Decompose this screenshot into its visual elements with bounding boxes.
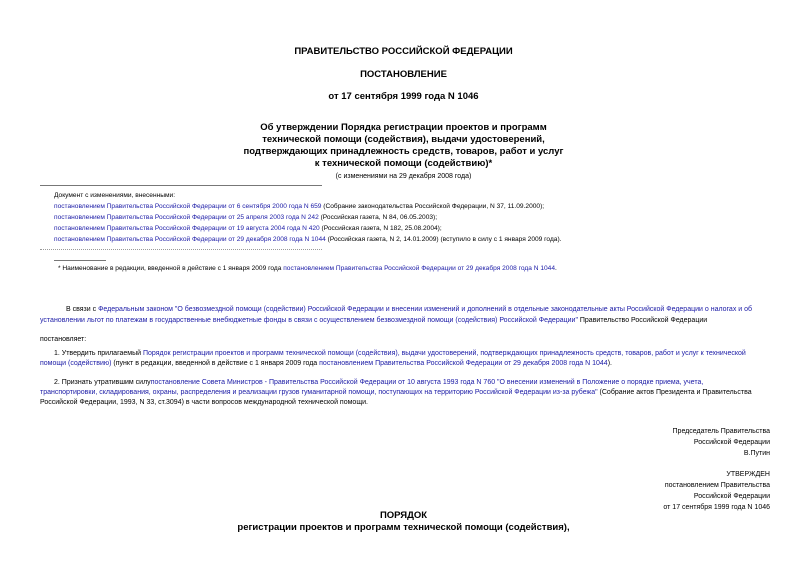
order-link[interactable]: Порядок регистрации проектов и программ технической помощи (содействия), выдачи удостоверений, подтверждающих принадлежность средств, товаров, работ и услуг к технической <box>142 350 746 357</box>
federal-law-link[interactable]: установлении льгот по платежам в государственные внебюджетные фонды в связи с осуществлением безвозмездной помощи (содействия) Российской Федерации" <box>40 317 578 324</box>
changes-intro: Документ с изменениями, внесенными: <box>54 192 176 199</box>
signature-country: Российской Федерации <box>693 439 770 446</box>
repealed-resolution-link[interactable]: постановление Совета Министров - Правительства Российской Федерации от 10 августа 1993 года N 760 "О внесении изменений в Положение о порядке приема, учета, <box>150 379 704 386</box>
change-item: постановлением Правительства Российской Федерации от 25 апреля 2003 года N 242 (Российская газета, N 84, 06.05.2003); <box>54 214 438 221</box>
document-date: от 17 сентября 1999 года N 1046 <box>328 91 479 102</box>
government-heading: ПРАВИТЕЛЬСТВО РОССИЙСКОЙ ФЕДЕРАЦИИ <box>294 46 513 57</box>
document-type: ПОСТАНОВЛЕНИЕ <box>360 69 447 80</box>
repealed-resolution-link[interactable]: транспортировки, складирования, охраны, распределения и реализации грузов гуманитарной помощи, поступающих на территорию Российской Федерации из-за рубежа" <box>40 389 598 396</box>
order-title: ПОРЯДОК <box>379 510 428 521</box>
signature-name: В.Путин <box>743 450 770 457</box>
change-item: постановлением Правительства Российской Федерации от 29 декабря 2008 года N 1044 (Российская газета, N 2, 14.01.2009) (вступило в силу с 1 января 2009 года). <box>54 236 562 243</box>
order-subtitle: регистрации проектов и программ технической помощи (содействия), <box>237 522 570 533</box>
amendment-link[interactable]: постановлением Правительства Российской Федерации от 29 декабря 2008 года N 1044 <box>319 360 608 367</box>
title-line-3: подтверждающих принадлежность средств, товаров, работ и услуг <box>243 146 564 157</box>
change-link[interactable]: постановлением Правительства Российской Федерации от 6 сентября 2000 года N 659 <box>54 203 322 210</box>
divider <box>40 185 322 186</box>
federal-law-link[interactable]: Федеральным законом "О безвозмездной помощи (содействии) Российской Федерации и внесении изменений и дополнений в отдельные законодательные акты Российской Федерации о налогах и об <box>98 306 753 313</box>
footnote-rule <box>54 260 106 261</box>
change-link[interactable]: постановлением Правительства Российской Федерации от 19 августа 2004 года N 420 <box>54 225 320 232</box>
change-item: постановлением Правительства Российской Федерации от 19 августа 2004 года N 420 (Российская газета, N 182, 25.08.2004); <box>54 225 442 232</box>
change-link[interactable]: постановлением Правительства Российской Федерации от 29 декабря 2008 года N 1044 <box>54 236 326 243</box>
item-2-line-1: 2. Признать утратившим силупостановление Совета Министров - Правительства Российской Федерации от 10 августа 1993 года N 760 "О внесении изменений в Положение о порядке приема, учета, <box>54 379 704 386</box>
title-line-2: технической помощи (содействия), выдачи удостоверений, <box>262 134 545 145</box>
approved-line-4: от 17 сентября 1999 года N 1046 <box>663 504 770 511</box>
amendment-note: (с изменениями на 29 декабря 2008 года) <box>335 173 472 180</box>
preamble-line-2: установлении льгот по платежам в государственные внебюджетные фонды в связи с осуществлением безвозмездной помощи (содействия) Российской Федерации" Правительство Российской Федерации <box>40 317 708 324</box>
item-1-line-1: 1. Утвердить прилагаемый Порядок регистрации проектов и программ технической помощи (содействия), выдачи удостоверений, подтверждающих принадлежность средств, товаров, работ и услуг к технической <box>54 350 746 357</box>
resolves: постановляет: <box>40 336 87 343</box>
approved-line-2: постановлением Правительства <box>664 482 770 489</box>
title-line-1: Об утверждении Порядка регистрации проектов и программ <box>260 122 547 133</box>
change-item: постановлением Правительства Российской Федерации от 6 сентября 2000 года N 659 (Собрание законодательства Российской Федерации, N 37, 11.09.2000); <box>54 203 545 210</box>
approved-line-3: Российской Федерации <box>693 493 770 500</box>
preamble-line-1: В связи с Федеральным законом "О безвозмездной помощи (содействии) Российской Федерации и внесении изменений и дополнений в отдельные законодательные акты Российской Федерации о налогах и об <box>66 306 753 313</box>
item-2-line-2: транспортировки, складирования, охраны, распределения и реализации грузов гуманитарной помощи, поступающих на территорию Российской Федерации из-за рубежа" (Собрание актов Президента и Правительства <box>40 389 752 396</box>
signature-title: Председатель Правительства <box>672 428 770 435</box>
footnote: * Наименование в редакции, введенной в действие с 1 января 2009 года постановлением Правительства Российской Федерации от 29 декабря 2008 года N 1044. <box>58 265 557 272</box>
order-link[interactable]: помощи (содействию) <box>40 360 112 367</box>
item-1-line-2: помощи (содействию) (пункт в редакции, введенной в действие с 1 января 2009 года постановлением Правительства Российской Федерации от 29 декабря 2008 года N 1044). <box>40 360 612 367</box>
item-2-line-3: Российской Федерации, 1993, N 33, ст.3094) в части вопросов международной технической помощи. <box>40 399 368 406</box>
divider <box>40 249 322 250</box>
approved-heading: УТВЕРЖДЕН <box>726 471 770 478</box>
footnote-link[interactable]: постановлением Правительства Российской Федерации от 29 декабря 2008 года N 1044 <box>283 265 556 272</box>
change-link[interactable]: постановлением Правительства Российской Федерации от 25 апреля 2003 года N 242 <box>54 214 319 221</box>
title-line-4: к технической помощи (содействию)* <box>314 158 493 169</box>
